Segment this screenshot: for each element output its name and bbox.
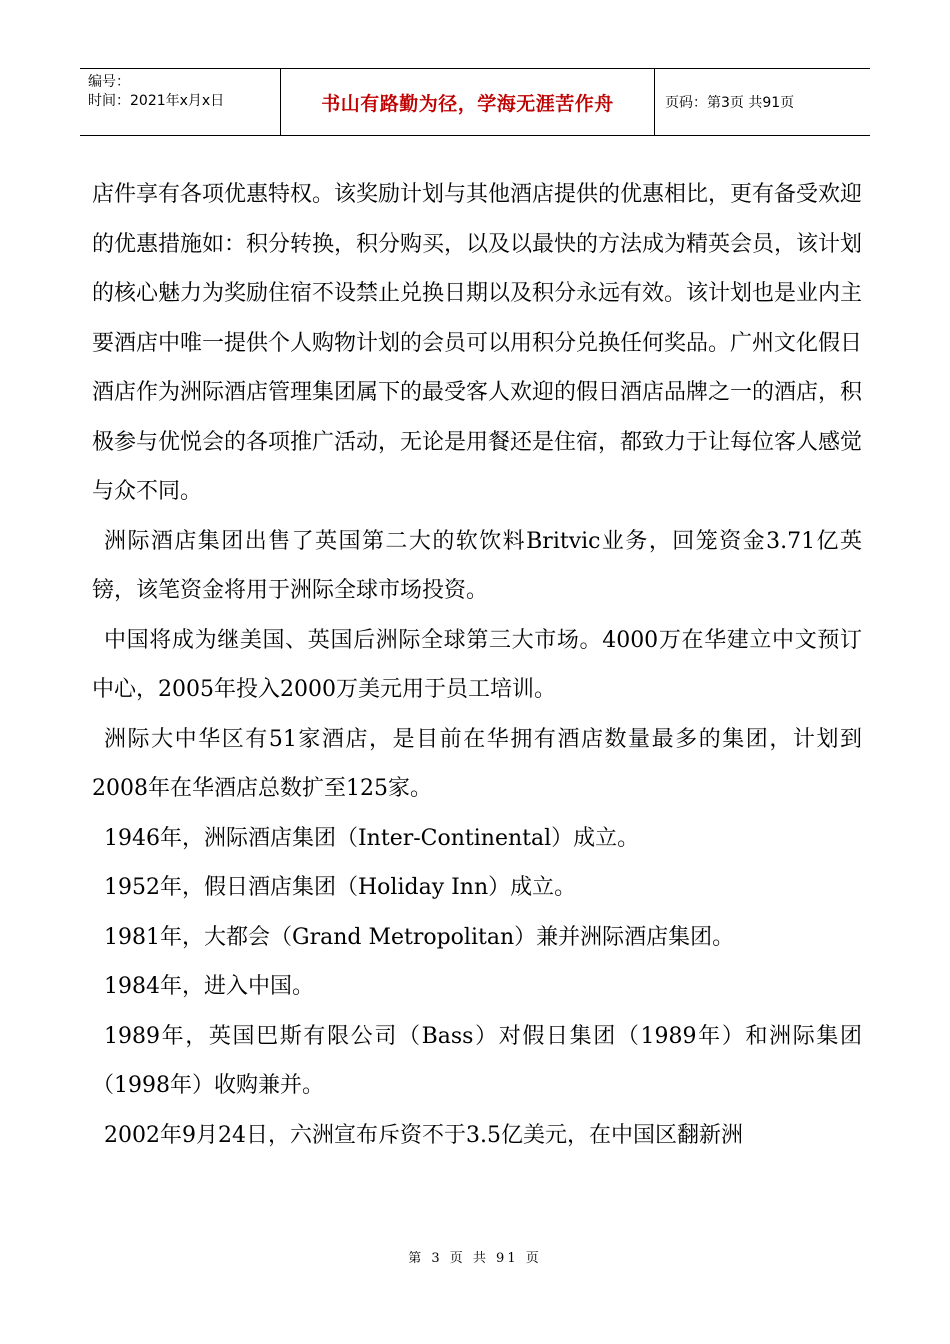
document-body — [92, 170, 862, 1160]
page-footer: 第 3 页 共 91 页 — [408, 1251, 542, 1266]
header-page-info: 页码：第3页 共91页 — [665, 95, 795, 111]
body-paragraph: 1984年，进入中国。 — [104, 974, 314, 999]
document-number-label: 编号： — [88, 74, 130, 90]
body-paragraph: 店件享有各项优惠特权。该奖励计划与其他酒店提供的优惠相比，更有备受欢迎的优惠措施如：积分转换，积分购买，以及以最快的方法成为精英会员，该计划的核心魅力为奖励住宿不设禁止兑换日期以及积分永远有效。该计划也是业内主要酒店中唯一提供个人购物计划的会员可以用积分兑换任何奖品。广州文化假日酒店作为洲际酒店管理集团属下的最受客人欢迎的假日酒店品牌之一的酒店，积极参与优悦会的各项推广活动，无论是用餐还是住宿，都致力于让每位客人感觉与众不同。 — [92, 182, 863, 504]
header-meta — [80, 69, 281, 135]
header-motto: 书山有路勤为径，学海无涯苦作舟 — [281, 69, 655, 135]
body-paragraph: 洲际酒店集团出售了英国第二大的软饮料Britvic业务，回笼资金3.71亿英镑，该笔资金将用于洲际全球市场投资。 — [92, 528, 862, 603]
body-paragraph: 1989年，英国巴斯有限公司（Bass）对假日集团（1989年）和洲际集团（1998年）收购兼并。 — [92, 1023, 862, 1098]
body-paragraph: 2002年9月24日，六洲宣布斥资不于3.5亿美元，在中国区翻新洲 — [104, 1122, 743, 1148]
document-time: 时间：2021年x月x日 — [88, 93, 225, 109]
body-paragraph: 1946年，洲际酒店集团（Inter-Continental）成立。 — [104, 825, 640, 851]
page-header — [80, 68, 870, 136]
body-paragraph: 1981年，大都会（Grand Metropolitan）兼并洲际酒店集团。 — [104, 924, 735, 950]
body-paragraph: 中国将成为继美国、英国后洲际全球第三大市场。4000万在华建立中文预订中心，2005年投入2000万美元用于员工培训。 — [92, 627, 862, 702]
body-paragraph: 1952年，假日酒店集团（Holiday Inn）成立。 — [104, 875, 577, 900]
body-paragraph: 洲际大中华区有51家酒店，是目前在华拥有酒店数量最多的集团，计划到2008年在华酒店总数扩至125家。 — [92, 726, 862, 801]
